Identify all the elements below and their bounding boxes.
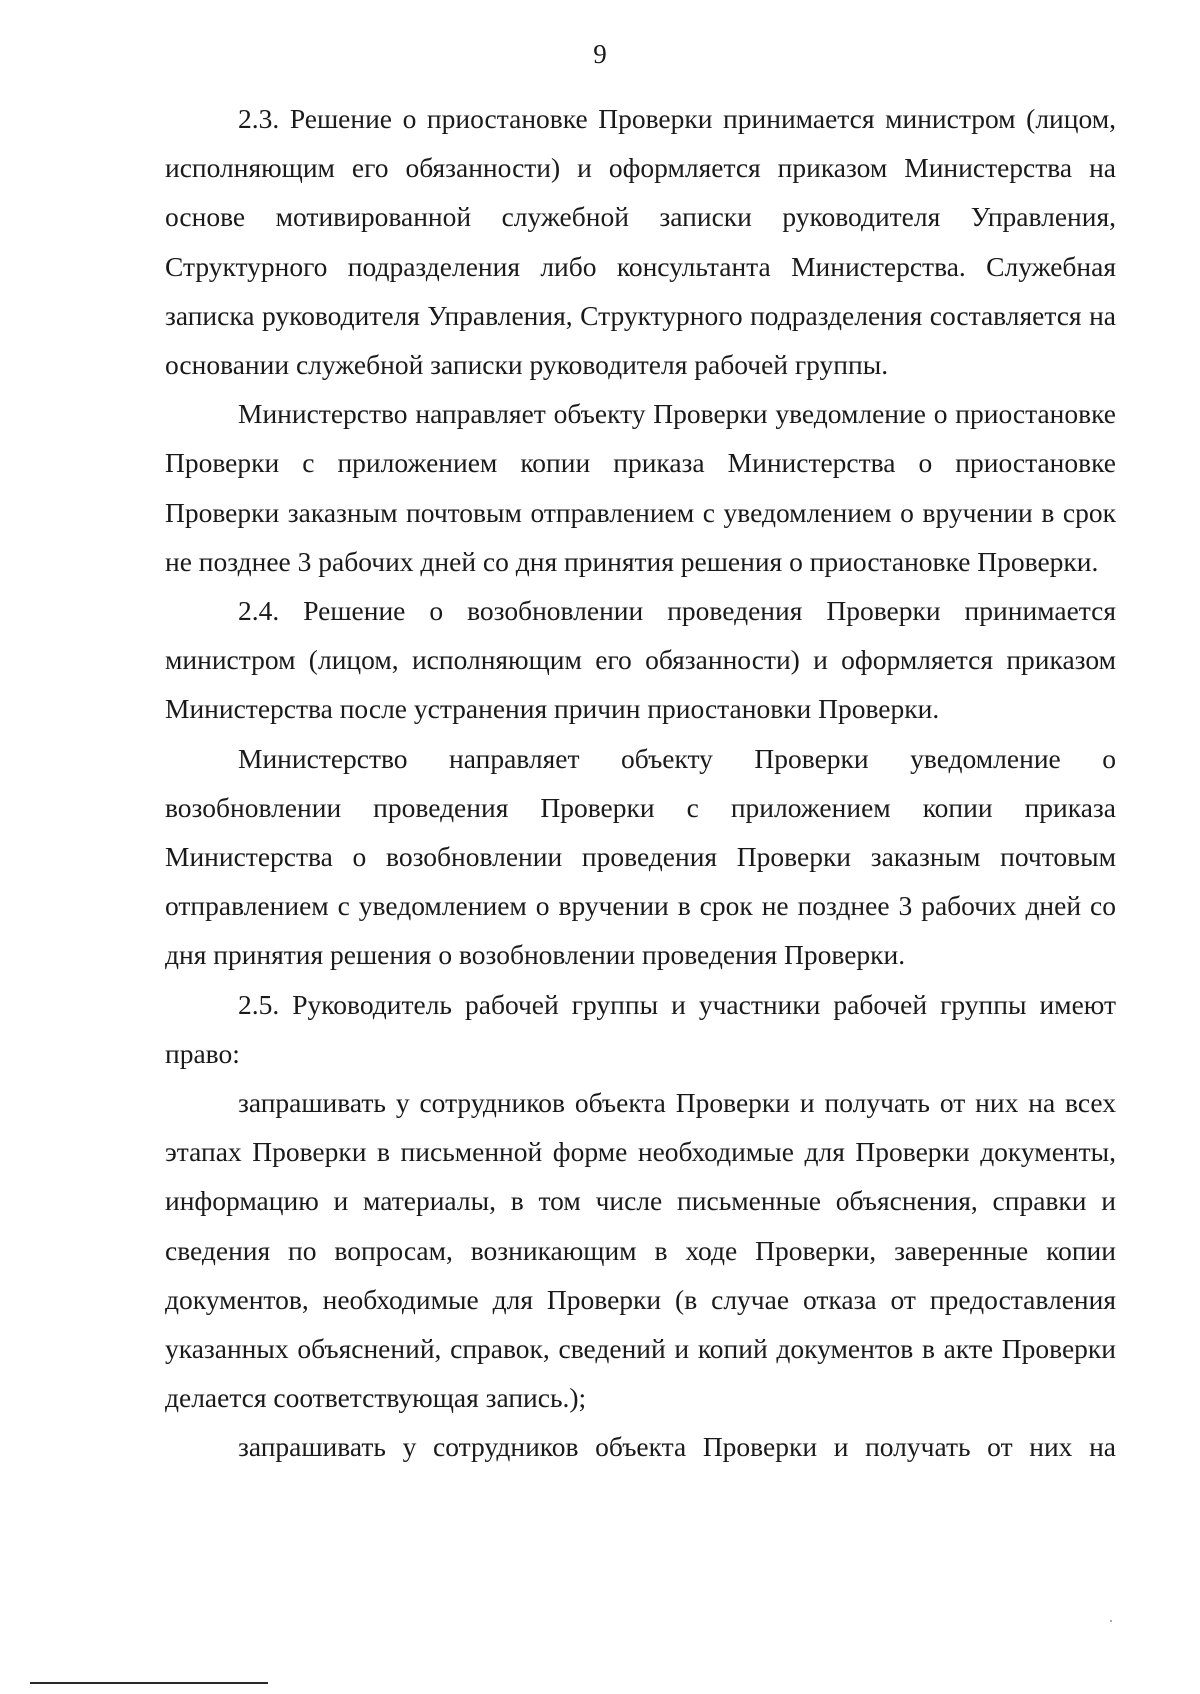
paragraph-request-documents: запрашивать у сотрудников объекта Проверки и получать от них на всех этапах Проверки в письменной форме необходимые для Проверки документы, информацию и материалы, в том числе письменные объяснения, справки и сведения по вопросам, возникающим в ходе Проверки, заверенные копии документов, необходимые для Проверки (в случае отказа от предоставления указанных объяснений, справок, сведений и копий документов в акте Проверки делается соответствующая запись.);	[165, 1087, 1116, 1414]
paragraph-request-continued: запрашивать у сотрудников объекта Проверки и получать от них на	[238, 1431, 1116, 1463]
paragraph-2-3: 2.3. Решение о приостановке Проверки принимается министром (лицом, исполняющим его обязанности) и оформляется приказом Министерства на основе мотивированной служебной записки руководителя Управления, Структурного подразделения либо консультанта Министерства. Служебная записка руководителя Управления, Структурного подразделения составляется на основании служебной записки руководителя рабочей группы.	[165, 103, 1116, 381]
paragraph-suspension-notice: Министерство направляет объекту Проверки уведомление о приостановке Проверки с приложением копии приказа Министерства о приостановке Проверки заказным почтовым отправлением с уведомлением о вручении в срок не позднее 3 рабочих дней со дня принятия решения о приостановке Проверки.	[165, 398, 1116, 577]
footnote-rule	[30, 1682, 268, 1684]
scan-speck	[1110, 1620, 1112, 1622]
paragraph-2-5: 2.5. Руководитель рабочей группы и участники рабочей группы имеют право:	[165, 988, 1116, 1069]
document-body	[165, 94, 1116, 1472]
paragraph-2-4: 2.4. Решение о возобновлении проведения Проверки принимается министром (лицом, исполняющим его обязанности) и оформляется приказом Министерства после устранения причин приостановки Проверки.	[165, 595, 1116, 725]
paragraph-resumption-notice: Министерство направляет объекту Проверки уведомление о возобновлении проведения Проверки с приложением копии приказа Министерства о возобновлении проведения Проверки заказным почтовым отправлением с уведомлением о вручении в срок не позднее 3 рабочих дней со дня принятия решения о возобновлении проведения Проверки.	[165, 742, 1116, 971]
page-number: 9	[593, 39, 607, 69]
